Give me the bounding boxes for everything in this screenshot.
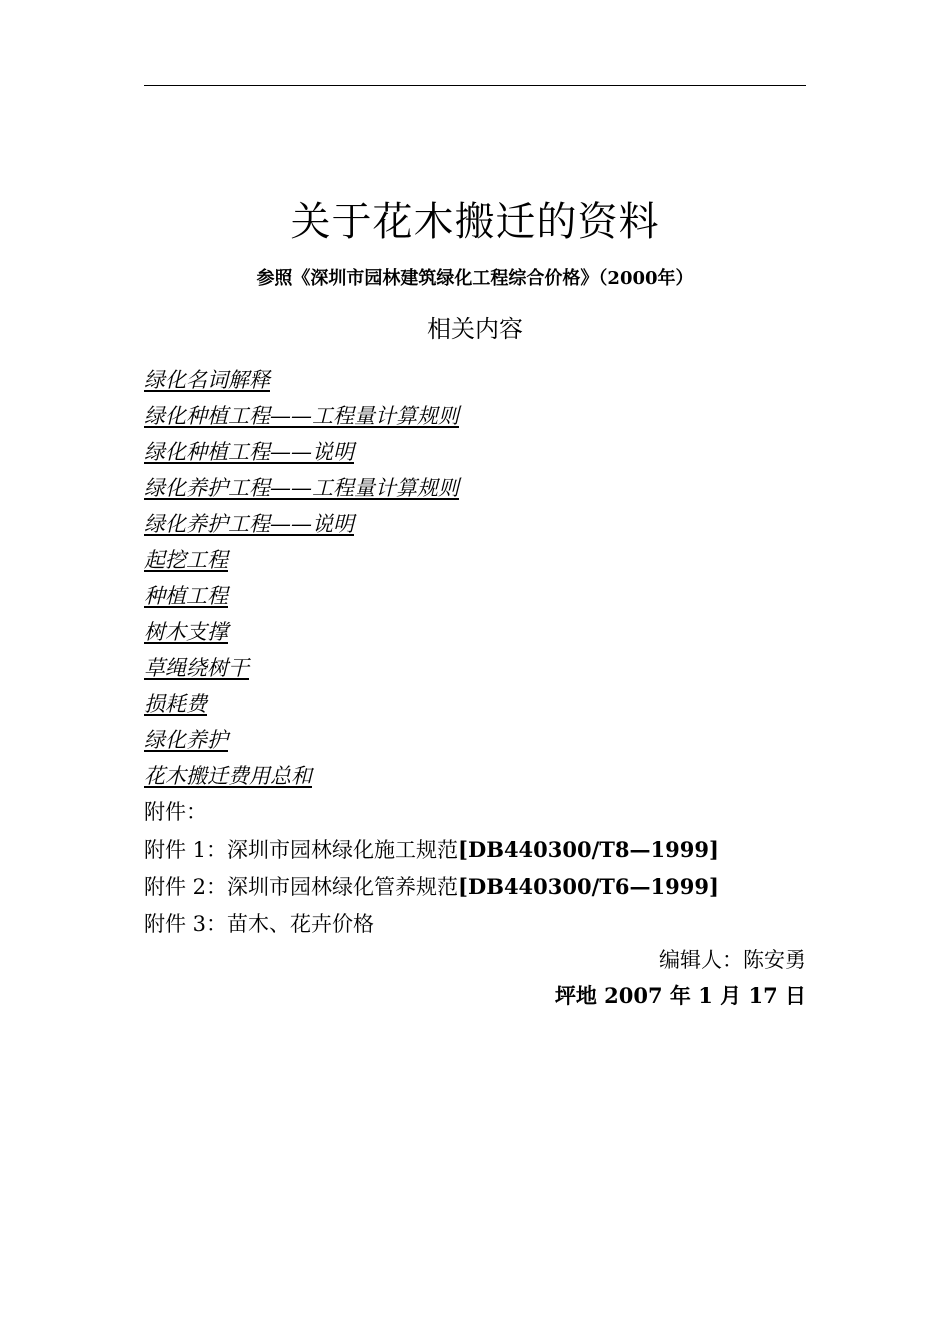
- toc-item: [144, 650, 806, 686]
- attachments-heading: 附件：: [144, 800, 207, 824]
- toc-link-straw-rope[interactable]: 草绳绕树干: [144, 656, 249, 680]
- toc-link-total-cost[interactable]: 花木搬迁费用总和: [144, 764, 312, 788]
- attachment-prefix: 附件 3：: [144, 912, 228, 936]
- toc-item: [144, 614, 806, 650]
- toc-item: [144, 398, 806, 434]
- toc-item: [144, 434, 806, 470]
- attachment-code: [DB440300/T8—1999]: [458, 837, 719, 862]
- attachment-item: [144, 831, 806, 868]
- editor-line: 编辑人：陈安勇: [659, 948, 806, 972]
- document-subtitle: 参照《深圳市园林建筑绿化工程综合价格》（2000年）: [256, 268, 694, 289]
- toc-item: [144, 578, 806, 614]
- toc-link-glossary[interactable]: 绿化名词解释: [144, 368, 270, 392]
- toc-item: [144, 758, 806, 794]
- toc-link-planting-rules[interactable]: 绿化种植工程——工程量计算规则: [144, 404, 459, 428]
- toc-link-planting-notes[interactable]: 绿化种植工程——说明: [144, 440, 354, 464]
- date-line: 坪地 2007 年 1 月 17 日: [554, 983, 806, 1008]
- toc-item: [144, 470, 806, 506]
- table-of-contents: [144, 362, 806, 794]
- attachment-title: 深圳市园林绿化施工规范: [227, 838, 459, 862]
- attachment-title: 深圳市园林绿化管养规范: [227, 875, 459, 899]
- attachment-item: [144, 905, 806, 942]
- section-heading: 相关内容: [427, 315, 523, 343]
- document-title: 关于花木搬迁的资料: [290, 199, 660, 245]
- toc-link-maintenance-notes[interactable]: 绿化养护工程——说明: [144, 512, 354, 536]
- toc-link-loss-fee[interactable]: 损耗费: [144, 692, 207, 716]
- attachment-prefix: 附件 1：: [144, 838, 228, 862]
- toc-link-planting[interactable]: 种植工程: [144, 584, 228, 608]
- toc-item: [144, 722, 806, 758]
- signature-block: [144, 942, 806, 1014]
- toc-item: [144, 542, 806, 578]
- toc-link-maintenance-rules[interactable]: 绿化养护工程——工程量计算规则: [144, 476, 459, 500]
- attachment-item: [144, 868, 806, 905]
- toc-link-tree-support[interactable]: 树木支撑: [144, 620, 228, 644]
- toc-item: [144, 686, 806, 722]
- attachment-prefix: 附件 2：: [144, 875, 228, 899]
- attachments-section: [144, 794, 806, 942]
- header-rule: [144, 85, 806, 86]
- toc-item: [144, 362, 806, 398]
- toc-item: [144, 506, 806, 542]
- toc-link-green-maintenance[interactable]: 绿化养护: [144, 728, 228, 752]
- toc-link-excavation[interactable]: 起挖工程: [144, 548, 228, 572]
- attachment-code: [DB440300/T6—1999]: [458, 874, 719, 899]
- attachment-title: 苗木、花卉价格: [227, 912, 375, 936]
